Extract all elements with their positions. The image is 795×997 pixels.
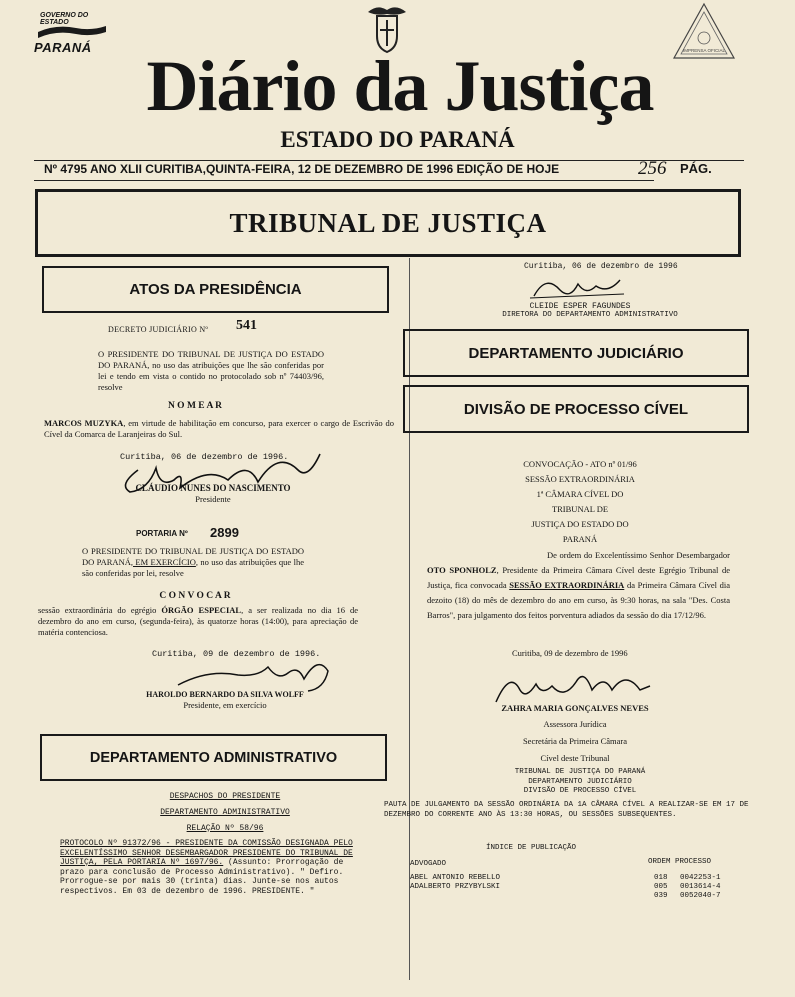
nomear-heading: N O M E A R (167, 401, 223, 411)
body-text-1: De ordem do Excelentíssimo Senhor Desembargador (547, 550, 730, 560)
convocar-text-1: sessão extraordinária do egrégio (38, 605, 162, 615)
nomear-body: , em virtude de habilitação em concurso, para exercer o cargo de Escrivão do Cível da Comarca de Laranjeiras do Sul. (44, 418, 394, 439)
decreto-text: O PRESIDENTE DO TRIBUNAL DE JUSTIÇA DO ESTADO DO PARANÁ, no uso das atribuições que lhe são conferidas por lei e tendo em vista o contido no protocolado sob nº 74403/96, resolve (98, 349, 324, 392)
table-row (410, 883, 730, 892)
convocacao-body (427, 548, 730, 623)
block-head-line: TRIBUNAL DE JUSTIÇA DO PARANÁ (514, 768, 646, 776)
row-adv: ADALBERTO PRZYBYLSKI (410, 883, 501, 891)
sig2-role-line: Secretária da Primeira Câmara (522, 736, 628, 746)
tribunal-header (35, 189, 741, 257)
conv-line: 1ª CÂMARA CÍVEL DO (536, 489, 624, 499)
right-sig-date: Curitiba, 06 de dezembro de 1996 (524, 262, 678, 271)
row-adv: ABEL ANTONIO REBELLO (410, 874, 501, 882)
convocar-text-2: , a ser realizada no dia 16 de dezembro do ano em curso, (segunda-feira), às quatorze horas (14:00), para apreciação de matéria contenciosa. (38, 605, 359, 637)
nomear-name: MARCOS MUZYKA (44, 418, 124, 428)
sig2-name: HAROLDO BERNARDO DA SILVA WOLFF (146, 690, 304, 699)
stamp-label: IMPRENSA OFICIAL (682, 48, 725, 53)
body-text-2: , Presidente da Primeira Câmara Cível deste Egrégio Tribunal de Justiça, fica convocada (427, 565, 730, 590)
portaria-heading (136, 525, 276, 543)
dept-administrativo-title: DEPARTAMENTO ADMINISTRATIVO (89, 749, 338, 766)
sig1-role: Presidente (195, 494, 231, 504)
divisao-civel-box (403, 385, 749, 433)
divisao-civel-title: DIVISÃO DE PROCESSO CÍVEL (463, 400, 689, 418)
portaria-text (82, 546, 304, 579)
body-text-3: da Primeira Câmara Cível dia dezoito (18) do mês de dezembro do ano em curso, às 9:30 horas, na sala "Des. Costa Barros", para julgamento dos feitos porventura adiados da sessão do dia 17/12/96. (427, 580, 731, 620)
dept-judiciario-box (403, 329, 749, 377)
issue-info-bar (34, 160, 744, 180)
portaria-text-1: O PRESIDENTE DO TRIBUNAL DE JUSTIÇA DO ESTADO DO PARANÁ, (82, 546, 304, 567)
right-sig2-date: Curitiba, 09 de dezembro de 1996 (512, 648, 628, 658)
despachos-heading (140, 792, 310, 802)
sig2-role: Presidente, em exercício (183, 700, 267, 710)
page-count: 256 (638, 158, 667, 179)
relacao-label: RELAÇÃO Nº 58/96 (186, 824, 264, 833)
body-name: OTO SPONHOLZ (427, 565, 497, 575)
right-sig-name: CLEIDE ESPER FAGUNDES (529, 302, 631, 311)
sig2-date: Curitiba, 09 de dezembro de 1996. (152, 649, 321, 659)
atos-presidencia-title: ATOS DA PRESIDÊNCIA (129, 281, 302, 298)
pauta-text: PAUTA DE JULGAMENTO DA SESSÃO ORDINÁRIA DA 1A CÂMARA CÍVEL A REALIZAR-SE EM 17 DE DEZEMBRO DO CORRENTE ANO ÀS 13:30 HORAS, OU SESSÕES SUBSEQUENTES. (384, 801, 749, 819)
row-ordem: 005 (654, 883, 668, 891)
dept-adm-subheading (135, 808, 315, 818)
gov-label: GOVERNO DO ESTADO (40, 12, 89, 26)
conv-line: JUSTIÇA DO ESTADO DO (531, 519, 629, 529)
signature-fagundes-icon (520, 270, 640, 304)
convocacao-heading (500, 457, 660, 547)
body-sessao: SESSÃO EXTRAORDINÁRIA (509, 580, 625, 590)
info-rule-bottom (34, 180, 654, 181)
row-ordem: 018 (654, 874, 668, 882)
protocolo-rest: (Assunto: Prorrogação de prazo para conclusão de Processo Administrativo). " Defiro. Prorrogue-se por mais 30 (trinta) dias. Junte-se nos autos respectivos. Em 03 de dezembro de 1996. PRESIDENTE. " (60, 858, 344, 896)
issue-info: Nº 4795 ANO XLII CURITIBA,QUINTA-FEIRA, 12 DE DEZEMBRO DE 1996 EDIÇÃO DE HOJE (44, 162, 560, 176)
dept-adm-label: DEPARTAMENTO ADMINISTRATIVO (160, 808, 290, 817)
convocar-text (38, 605, 358, 638)
nomear-text (44, 418, 394, 440)
right-sig-role: DIRETORA DO DEPARTAMENTO ADMINISTRATIVO (502, 311, 678, 319)
right-sig2-name: ZAHRA MARIA GONÇALVES NEVES (501, 703, 649, 713)
decreto-number: 541 (236, 318, 257, 333)
gov-parana: PARANÁ (34, 40, 92, 55)
portaria-text-3: , no uso das atribuições que lhe são conferidas por lei, resolve (82, 557, 304, 578)
row-ordem: 039 (654, 892, 668, 900)
despachos-label: DESPACHOS DO PRESIDENTE (169, 792, 281, 801)
conv-line: TRIBUNAL DE (551, 504, 609, 514)
block-head-line: DEPARTAMENTO JUDICIÁRIO (528, 777, 632, 786)
newspaper-title: Diário da Justiça (146, 46, 654, 126)
relacao-heading (150, 824, 300, 834)
sig2-role-line: Cível deste Tribunal (540, 753, 610, 763)
decreto-label: DECRETO JUDICIÁRIO Nº (108, 325, 209, 334)
dept-judiciario-title: DEPARTAMENTO JUDICIÁRIO (468, 344, 684, 362)
col-ordem: ORDEM PROCESSO (648, 858, 712, 866)
protocolo-underlined: PROTOCOLO Nº 91372/96 - PRESIDENTE DA COMISSÃO DESIGNADA PELO EXCELENTÍSSIMO SENHOR DESEMBARGADOR PRESIDENTE DO TRIBUNAL DE JUSTIÇA, PELA PORTARIA Nº 1697/96. (60, 839, 353, 867)
sig1-name: CLÁUDIO NUNES DO NASCIMENTO (135, 483, 291, 493)
row-proc: 0052040-7 (680, 892, 721, 900)
protocolo-text (60, 839, 372, 896)
tribunal-title: TRIBUNAL DE JUSTIÇA (229, 207, 547, 238)
decreto-heading (108, 318, 348, 338)
row-proc: 0042253-1 (680, 874, 721, 882)
col-advogado: ADVOGADO (410, 860, 447, 868)
convocar-heading: C O N V O C A R (159, 591, 231, 601)
page-label: PÁG. (680, 161, 712, 176)
indice-heading: ÍNDICE DE PUBLICAÇÃO (486, 844, 577, 852)
processo-block-heading (470, 768, 690, 797)
dept-administrativo-box (40, 734, 387, 781)
row-proc: 0013614-4 (680, 883, 721, 891)
table-row (410, 892, 730, 901)
conv-line: PARANÁ (562, 534, 598, 544)
newspaper-subtitle: ESTADO DO PARANÁ (280, 127, 515, 152)
sig2-role-line: Assessora Jurídica (543, 719, 607, 729)
conv-line: SESSÃO EXTRAORDINÁRIA (525, 474, 635, 484)
portaria-em-exercicio: EM EXERCÍCIO (132, 557, 196, 567)
portaria-number: 2899 (210, 525, 239, 540)
conv-line: CONVOCAÇÃO - ATO nº 01/96 (523, 459, 637, 469)
convocar-org: ÓRGÃO ESPECIAL (161, 605, 242, 615)
right-sig2-roles (500, 716, 650, 767)
table-row (410, 874, 730, 883)
signature-wolff-icon (148, 645, 338, 695)
block-head-line: DIVISÃO DE PROCESSO CÍVEL (523, 787, 637, 795)
portaria-label: PORTARIA Nº (136, 529, 188, 538)
atos-presidencia-box (42, 266, 389, 313)
publication-table (410, 874, 730, 901)
sig1-date: Curitiba, 06 de dezembro de 1996. (120, 452, 289, 462)
